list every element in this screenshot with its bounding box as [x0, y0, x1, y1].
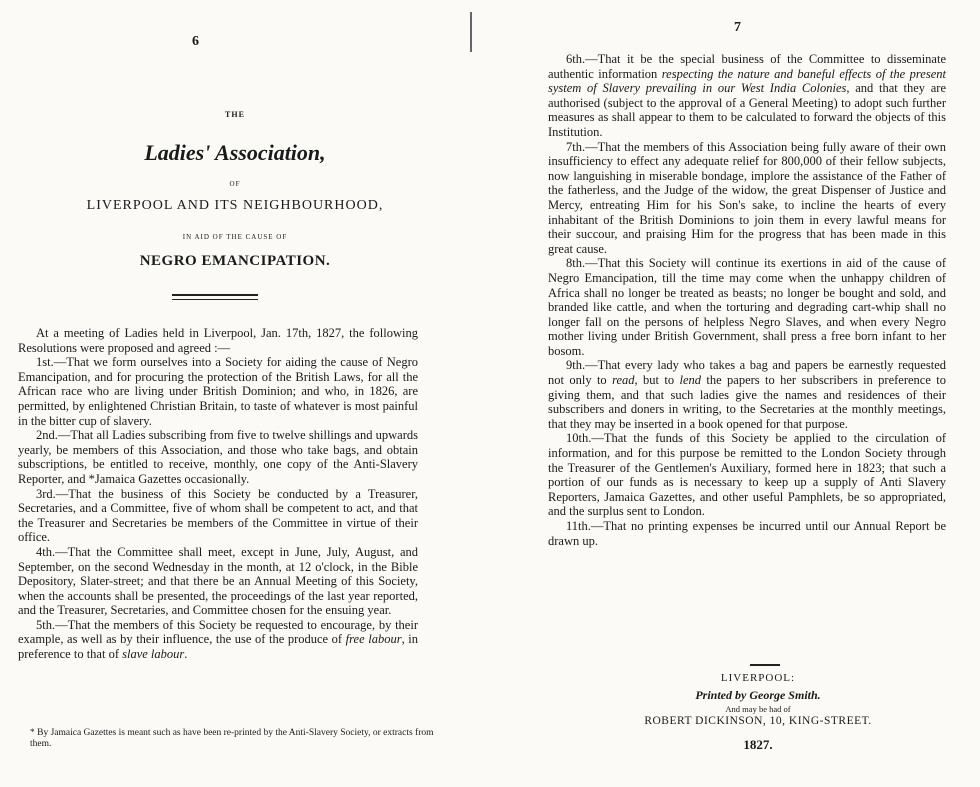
title-cause: NEGRO EMANCIPATION. — [139, 253, 331, 269]
title-place: LIVERPOOL AND ITS NEIGHBOURHOOD, — [86, 198, 384, 213]
resolution-2: 2nd.—That all Ladies subscribing from five to twelve shillings and upwards yearly, be members of this Association, and those who take bags, and obtain subscriptions, be entitled to receive, monthly, one copy of the Anti-Slavery Reporter, and *Jamaica Gazettes occasionally. — [18, 428, 418, 486]
res5-end: . — [184, 647, 188, 662]
resolution-6 — [548, 52, 946, 140]
right-page — [478, 0, 980, 787]
resolution-10: 10th.—That the funds of this Society be applied to the circulation of information, and for this purpose be remitted to the London Society through the Treasurer of the Gentlemen's Auxiliary, formed here in 1823; that such a portion of our funds as is necessary to keep up a supply of Anti Slavery Reporters, Jamaica Gazettes, and other useful Pamphlets, be so appropriated, and the surplus sent to London. — [548, 431, 946, 519]
res6-start: 6th.—That it be the special business of the Committee to disseminate authentic information — [548, 52, 946, 81]
resolution-8: 8th.—That this Society will continue its exertions in aid of the cause of Negro Emancipation, till the time may come when the unhappy children of Africa shall no longer be treated as beasts; no longer be bought and sold, and branded like cattle, and when the torturing and degrading cart-whip shall no longer fall on the persons of helpless Negro Slaves, and when every Negro mother living under British Government, shall press a free born infant to her bosom. — [548, 256, 946, 358]
resolution-11: 11th.—That no printing expenses be incurred until our Annual Report be drawn up. — [548, 519, 946, 548]
title-the: THE — [225, 110, 245, 119]
right-body — [548, 52, 946, 548]
res6-emphasis: respecting the nature and baneful effects of the present system of Slavery prevailing in our West India Colonies — [548, 66, 946, 96]
imprint-printer: Printed by George Smith. — [695, 688, 821, 702]
res5-mid: , in preference to that of — [18, 632, 418, 662]
imprint-had: And may be had of — [725, 704, 791, 714]
title-rule — [172, 294, 258, 296]
intro-paragraph: At a meeting of Ladies held in Liverpool, Jan. 17th, 1827, the following Resolutions were proposed and agreed :— — [18, 326, 418, 355]
res5-start: 5th.—That the members of this Society be requested to encourage, by their example, as well as by their influence, the use of the produce of — [18, 617, 418, 647]
left-page — [0, 0, 470, 787]
title-association-name: Ladies' Association, — [144, 140, 326, 165]
page-number: 6 — [192, 34, 199, 49]
res6-end: , and that they are authorised (subject to the approval of a General Meeting) to adopt such further measures as shall appear to them to be calculated to forward the objects of this Institution. — [548, 81, 946, 139]
title-aid: IN AID OF THE CAUSE OF — [182, 233, 288, 241]
imprint-seller: ROBERT DICKINSON, 10, KING-STREET. — [644, 715, 872, 727]
resolution-3: 3rd.—That the business of this Society be conducted by a Treasurer, Secretaries, and a Committee, five of whom shall be competent to act, and that the Treasurer and Secretaries be members of the Committee in virtue of their office. — [18, 486, 418, 545]
res9-start: 9th.—That every lady who takes a bag and papers be earnestly requested not only to — [548, 358, 946, 388]
resolution-7: 7th.—That the members of this Association being fully aware of their own insufficiency to effect any adequate relief for 800,000 of their fellow subjects, now languishing in miserable bondage, implore the assistance of the Father of the fatherless, and the Judge of the widow, the great Dispenser of Justice and Mercy, entreating Him for his Son's sake, to incline the hearts of every inhabitant of the British Dominions to join them in every lawful means for their succour, and praising Him for the progress that has been made in this great cause. — [548, 139, 946, 256]
res9-mid: , but to — [634, 373, 680, 388]
res9-end: the papers to her subscribers in preference to giving them, and that such ladies give the names and residences of their subscribers and doners in writing, to the Secretaries at the monthly meetings, that they may be inserted in a book opened for that purpose. — [548, 373, 946, 431]
footnote: * By Jamaica Gazettes is meant such as have been re-printed by the Anti-Slavery Society, or extracts from them. — [30, 728, 434, 749]
page-number: 7 — [734, 20, 741, 35]
imprint-rule — [750, 664, 780, 666]
imprint-year: 1827. — [743, 737, 773, 752]
title-rule-thin — [172, 299, 258, 300]
imprint-city: LIVERPOOL: — [720, 672, 796, 684]
res5-free-labour: free labour — [345, 632, 402, 647]
res9-read: read — [612, 373, 635, 388]
left-body — [18, 326, 418, 662]
resolution-9 — [548, 358, 946, 431]
res9-lend: lend — [679, 373, 701, 388]
gutter-line — [470, 12, 472, 52]
resolution-1: 1st.—That we form ourselves into a Society for aiding the cause of Negro Emancipation, and for procuring the protection of the British Laws, for all the African race who are living under British Dominion; and who, in 1826, are permitted, by enlightened Christian Britain, to taste of whatever is most painful in the bitter cup of slavery. — [18, 355, 418, 428]
resolution-5 — [18, 618, 418, 662]
title-of: OF — [229, 180, 241, 188]
res5-slave-labour: slave labour — [122, 647, 185, 662]
resolution-4: 4th.—That the Committee shall meet, except in June, July, August, and September, on the second Wednesday in the month, at 12 o'clock, in the Bible Depository, Slater-street; and that there be an Annual Meeting of this Society, when the accounts shall be presented, the proceedings of the last year reported, and the Treasurer, Secretaries, and Committee chosen for the ensuing year. — [18, 544, 418, 618]
